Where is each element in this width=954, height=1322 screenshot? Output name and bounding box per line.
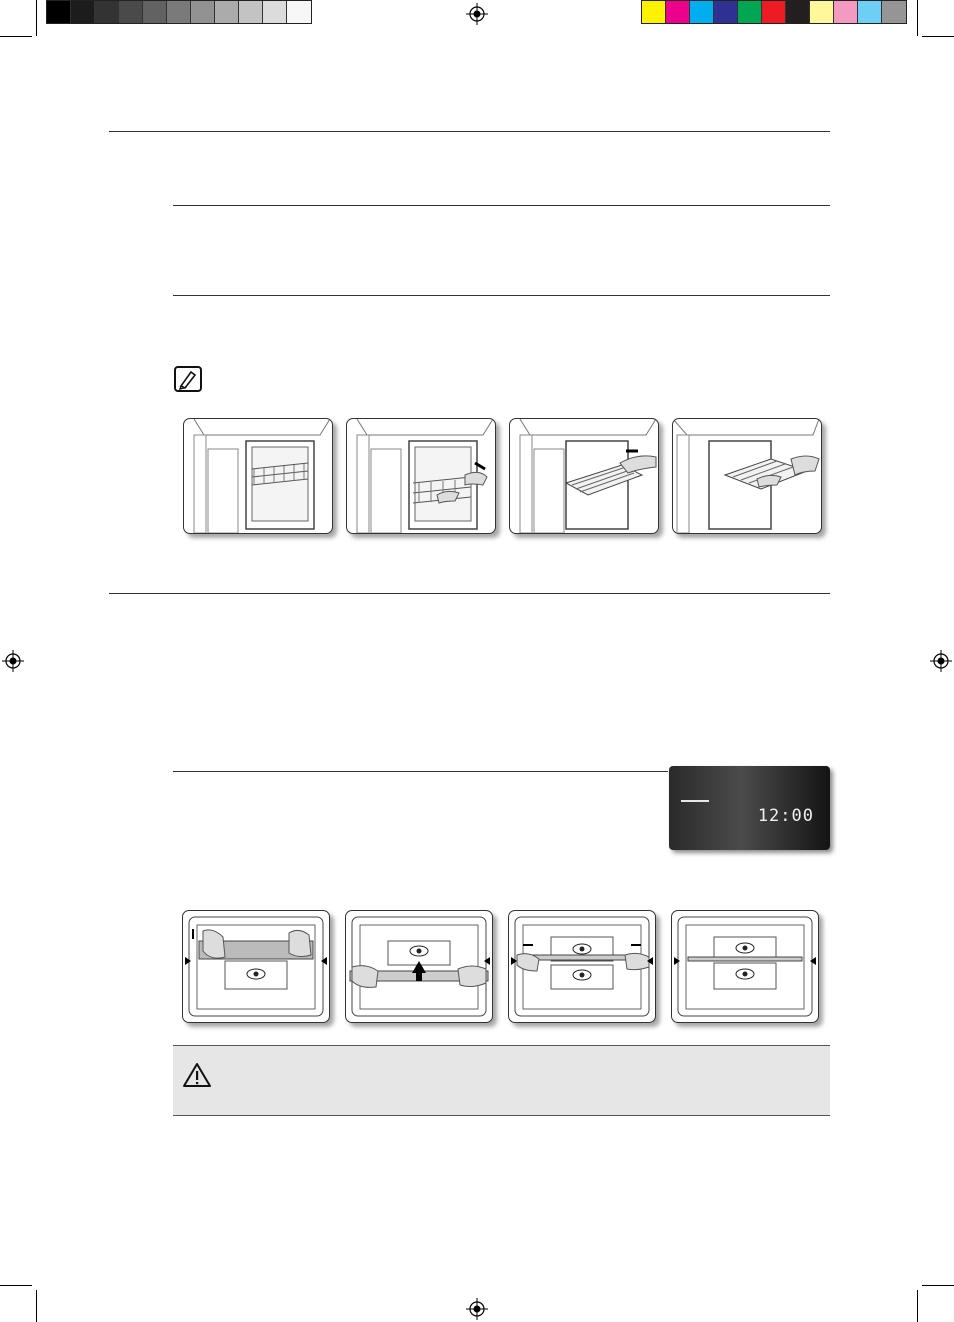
oven-step-3-illustration [508,910,656,1023]
crop-mark [36,0,37,36]
registration-mark-icon [466,1298,488,1320]
color-swatch [738,1,762,23]
subsection-divider [173,771,668,772]
color-swatch [287,1,311,23]
color-swatch [143,1,167,23]
note-pencil-icon [174,366,202,392]
crop-mark [917,0,918,36]
subsection-divider [173,295,830,296]
section-divider [109,593,830,594]
caution-box [173,1045,830,1116]
color-swatch [690,1,714,23]
color-swatch [191,1,215,23]
crop-mark [917,1290,918,1322]
display-clock: 12:00 [757,806,814,826]
color-swatch [762,1,786,23]
color-swatch [95,1,119,23]
oven-display-panel [669,766,830,850]
rack-step-3-illustration [509,418,659,534]
color-swatch [714,1,738,23]
gray-color-bar [46,0,312,24]
color-swatch [834,1,858,23]
crop-mark [36,1290,37,1322]
subsection-divider [173,205,830,206]
oven-step-1-illustration [182,910,330,1023]
color-swatch [786,1,810,23]
registration-mark-icon [930,650,952,672]
section-divider [109,131,830,132]
color-swatch [882,1,906,23]
color-swatch [858,1,882,23]
crop-mark [922,36,954,37]
rack-step-1-illustration [183,418,333,534]
crop-mark [0,36,32,37]
color-swatch [119,1,143,23]
rack-step-2-illustration [346,418,496,534]
color-swatch [71,1,95,23]
oven-step-2-illustration [345,910,493,1023]
crop-mark [0,1285,32,1286]
color-swatch [642,1,666,23]
color-swatch [47,1,71,23]
crop-mark [922,1285,954,1286]
rack-step-4-illustration [672,418,822,534]
oven-step-4-illustration [671,910,819,1023]
process-color-bar [641,0,907,24]
color-swatch [215,1,239,23]
color-swatch [810,1,834,23]
registration-mark-icon [2,650,24,672]
color-swatch [666,1,690,23]
registration-mark-icon [466,3,488,25]
color-swatch [167,1,191,23]
warning-triangle-icon [182,1062,212,1088]
color-swatch [263,1,287,23]
display-dash [681,800,709,802]
color-swatch [239,1,263,23]
